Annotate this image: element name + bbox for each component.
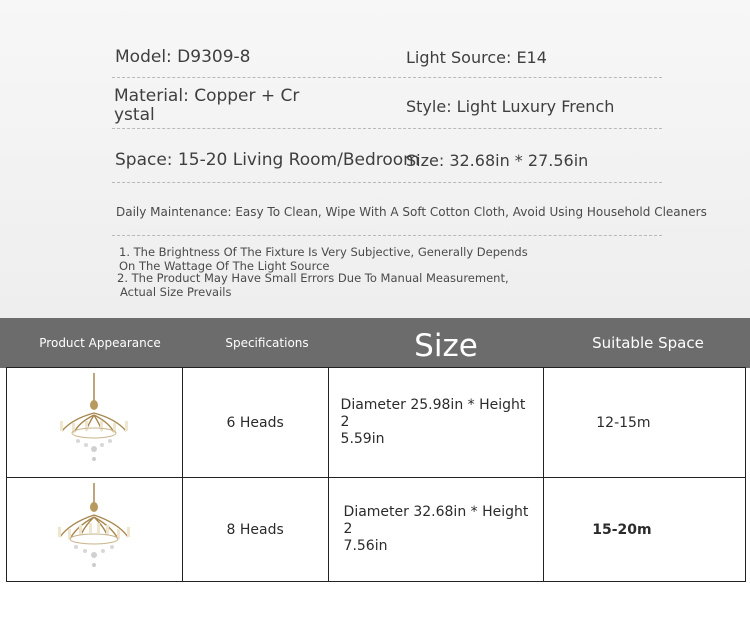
table-row (7, 478, 746, 582)
size-line2: 5.59in (340, 431, 385, 447)
header-product-appearance: Product Appearance (39, 336, 161, 350)
note-2-line1: 2. The Product May Have Small Errors Due To Manual Measurement, (117, 271, 509, 285)
style-text: Style: Light Luxury French (406, 97, 615, 116)
heads-cell: 8 Heads (182, 478, 328, 582)
divider (112, 128, 662, 129)
header-suitable-space: Suitable Space (592, 334, 704, 352)
size-line1: Diameter 25.98in * Height 2 (340, 397, 526, 430)
product-image-cell (7, 478, 183, 582)
header-size: Size (414, 328, 478, 364)
size-line2: 7.56in (343, 538, 388, 554)
material-text-line1: Material: Copper + Cr (114, 86, 300, 106)
maintenance-text: Daily Maintenance: Easy To Clean, Wipe With A Soft Cotton Cloth, Avoid Using Household Cleaners (116, 205, 707, 219)
table-row (7, 368, 746, 478)
chandelier-8-heads-image (54, 483, 134, 573)
size-line1: Diameter 32.68in * Height 2 (343, 504, 529, 537)
heads-cell: 6 Heads (182, 368, 328, 478)
size-cell (328, 478, 544, 582)
divider (112, 77, 662, 78)
note-1-line2: On The Wattage Of The Light Source (119, 259, 330, 273)
chandelier-6-heads-image (54, 373, 134, 469)
spec-table (6, 367, 746, 582)
space-cell: 15-20m (544, 478, 746, 582)
note-1-line1: 1. The Brightness Of The Fixture Is Very Subjective, Generally Depends (119, 245, 528, 259)
divider (112, 235, 662, 236)
product-image-cell (7, 368, 183, 478)
header-specifications: Specifications (225, 336, 309, 350)
space-cell: 12-15m (544, 368, 746, 478)
material-text-line2: ystal (114, 105, 155, 125)
size-text: Size: 32.68in * 27.56in (406, 151, 589, 170)
light-source-text: Light Source: E14 (406, 48, 547, 67)
space-text: Space: 15-20 Living Room/Bedroom (115, 150, 420, 170)
model-text: Model: D9309-8 (115, 47, 251, 67)
size-cell (328, 368, 544, 478)
divider (112, 182, 662, 183)
note-2-line2: Actual Size Prevails (120, 285, 232, 299)
table-header (0, 318, 750, 368)
